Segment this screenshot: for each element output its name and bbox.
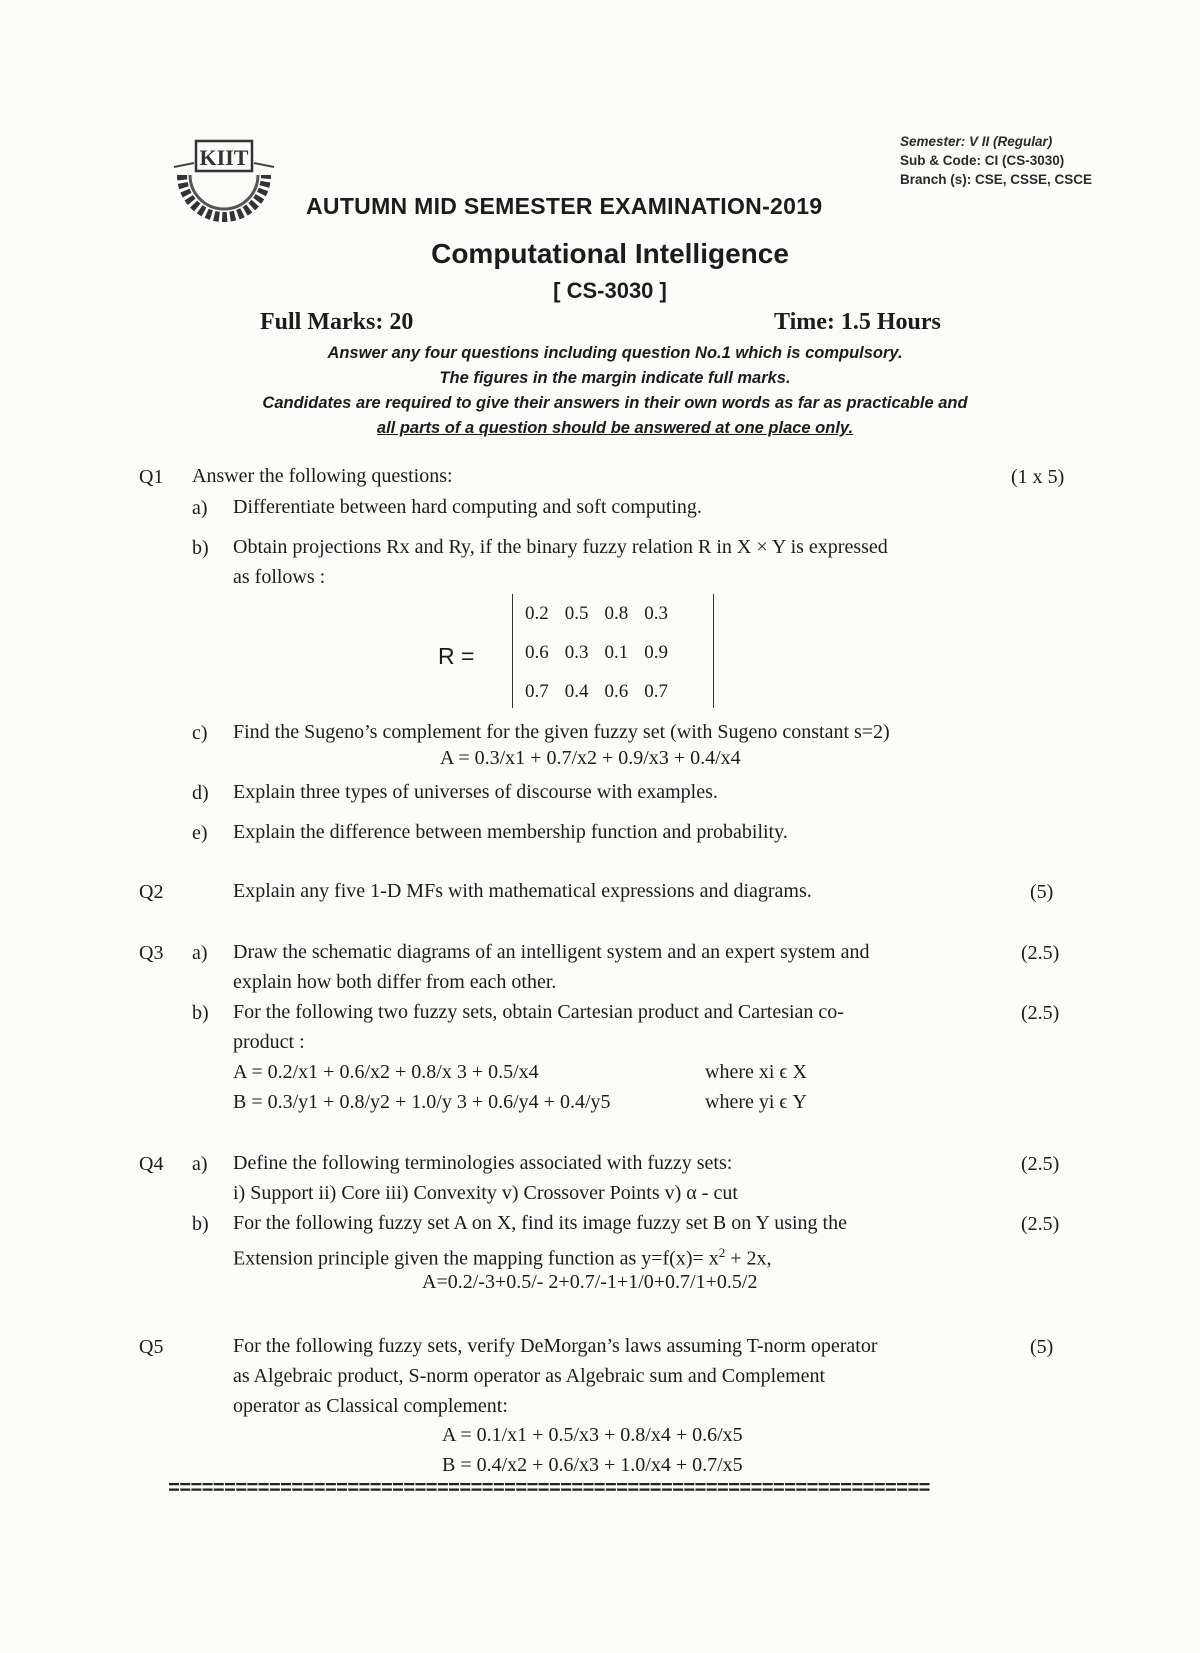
part-text: Find the Sugeno’s complement for the given fuzzy set (with Sugeno constant s=2) (233, 721, 890, 743)
part-text: Obtain projections Rx and Ry, if the binary fuzzy relation R in X × Y is expressed (233, 536, 888, 558)
question-text: For the following fuzzy sets, verify DeMorgan’s laws assuming T-norm operator (233, 1335, 878, 1357)
matrix-cell: 0.5 (564, 602, 589, 624)
instruction-line: The figures in the margin indicate full marks. (439, 369, 791, 387)
question-marks: (1 x 5) (1011, 466, 1065, 488)
part-text-cont: explain how both differ from each other. (233, 971, 557, 993)
matrix-cell: 0.4 (564, 680, 589, 702)
university-logo (168, 135, 280, 227)
matrix-cell: 0.2 (525, 602, 549, 624)
instruction-underlined: all parts of a question should be answered at one place only. (376, 419, 854, 437)
question-number: Q4 (139, 1153, 164, 1175)
question-number: Q5 (139, 1336, 164, 1358)
logo-text: KIIT (199, 145, 249, 170)
matrix-cell: 0.3 (564, 641, 589, 663)
question-number: Q2 (139, 881, 164, 903)
part-label: d) (192, 782, 209, 804)
mapping-text: Extension principle given the mapping function as y=f(x)= x (233, 1247, 719, 1270)
part-text-cont: i) Support ii) Core iii) Convexity v) Crossover Points v) α - cut (233, 1182, 738, 1204)
part-marks: (2.5) (1021, 1153, 1060, 1175)
matrix-cell: 0.6 (525, 641, 549, 663)
matrix-cell: 0.7 (525, 680, 549, 702)
equation: A = 0.1/x1 + 0.5/x3 + 0.8/x4 + 0.6/x5 (442, 1424, 743, 1446)
question-text: Answer the following questions: (192, 465, 453, 487)
part-text-cont: product : (233, 1031, 305, 1053)
part-marks: (2.5) (1021, 1002, 1060, 1024)
footer-rule: ==================================================================== (168, 1478, 930, 1501)
subject-title: Computational Intelligence (431, 238, 789, 269)
semester-text: Semester: V II (Regular) (900, 134, 1053, 149)
part-text-cont (233, 1238, 772, 1274)
part-label: b) (192, 1213, 209, 1235)
part-text: Define the following terminologies associated with fuzzy sets: (233, 1152, 733, 1174)
matrix-row (517, 633, 676, 672)
question-marks: (5) (1030, 1336, 1054, 1358)
part-label: e) (192, 822, 208, 844)
equation-domain: where xi ϵ X (705, 1061, 807, 1083)
part-text: Explain three types of universes of discourse with examples. (233, 781, 718, 803)
matrix-cell: 0.7 (644, 680, 668, 702)
matrix-row (517, 594, 676, 633)
part-label: a) (192, 942, 208, 964)
sub-code-text: Sub & Code: CI (CS-3030) (900, 153, 1065, 168)
matrix-cell: 0.8 (604, 602, 629, 624)
part-text: Explain the difference between membership function and probability. (233, 821, 788, 843)
fuzzy-relation-matrix (512, 594, 714, 708)
part-text: Draw the schematic diagrams of an intelligent system and an expert system and (233, 941, 870, 963)
instruction-line (0, 419, 1200, 438)
equation: A = 0.2/x1 + 0.6/x2 + 0.8/x 3 + 0.5/x4 (233, 1061, 539, 1083)
part-label: a) (192, 497, 208, 519)
instruction-line: Candidates are required to give their answers in their own words as far as practicable and (262, 394, 968, 412)
branch-text: Branch (s): CSE, CSSE, CSCE (900, 172, 1093, 187)
part-marks: (2.5) (1021, 942, 1060, 964)
part-label: b) (192, 1002, 209, 1024)
equation-domain: where yi ϵ Y (705, 1091, 807, 1113)
full-marks: Full Marks: 20 (260, 309, 414, 335)
part-label: c) (192, 722, 208, 744)
question-number: Q3 (139, 942, 164, 964)
matrix-cell: 0.3 (644, 602, 668, 624)
part-label: b) (192, 537, 209, 559)
part-label: a) (192, 1153, 208, 1175)
question-number: Q1 (139, 466, 164, 488)
part-text: For the following fuzzy set A on X, find its image fuzzy set B on Y using the (233, 1212, 847, 1234)
question-marks: (5) (1030, 881, 1054, 903)
semester-info (900, 132, 1092, 189)
course-code: [ CS-3030 ] (553, 278, 667, 303)
part-text: For the following two fuzzy sets, obtain Cartesian product and Cartesian co- (233, 1001, 844, 1023)
part-marks: (2.5) (1021, 1213, 1060, 1235)
matrix-cell: 0.1 (604, 641, 629, 663)
matrix-table (517, 594, 676, 711)
equation: A=0.2/-3+0.5/- 2+0.7/-1+1/0+0.7/1+0.5/2 (422, 1271, 758, 1293)
part-text-cont: as follows : (233, 566, 326, 588)
matrix-label: R = (438, 643, 475, 669)
equation: B = 0.3/y1 + 0.8/y2 + 1.0/y 3 + 0.6/y4 + 0.4/y5 (233, 1091, 611, 1113)
question-text: Explain any five 1-D MFs with mathematical expressions and diagrams. (233, 880, 812, 902)
matrix-row (517, 672, 676, 711)
question-text-cont: operator as Classical complement: (233, 1395, 508, 1417)
matrix-cell: 0.6 (604, 680, 629, 702)
superscript: 2 (718, 1245, 726, 1260)
matrix-cell: 0.9 (644, 641, 668, 663)
exam-title: AUTUMN MID SEMESTER EXAMINATION-2019 (306, 193, 823, 219)
mapping-text-tail: + 2x, (725, 1247, 772, 1270)
question-text-cont: as Algebraic product, S-norm operator as Algebraic sum and Complement (233, 1365, 826, 1387)
instruction-line: Answer any four questions including question No.1 which is compulsory. (327, 344, 903, 362)
exam-time: Time: 1.5 Hours (774, 309, 941, 335)
equation: A = 0.3/x1 + 0.7/x2 + 0.9/x3 + 0.4/x4 (440, 747, 741, 769)
equation: B = 0.4/x2 + 0.6/x3 + 1.0/x4 + 0.7/x5 (442, 1454, 743, 1476)
part-text: Differentiate between hard computing and soft computing. (233, 496, 702, 518)
